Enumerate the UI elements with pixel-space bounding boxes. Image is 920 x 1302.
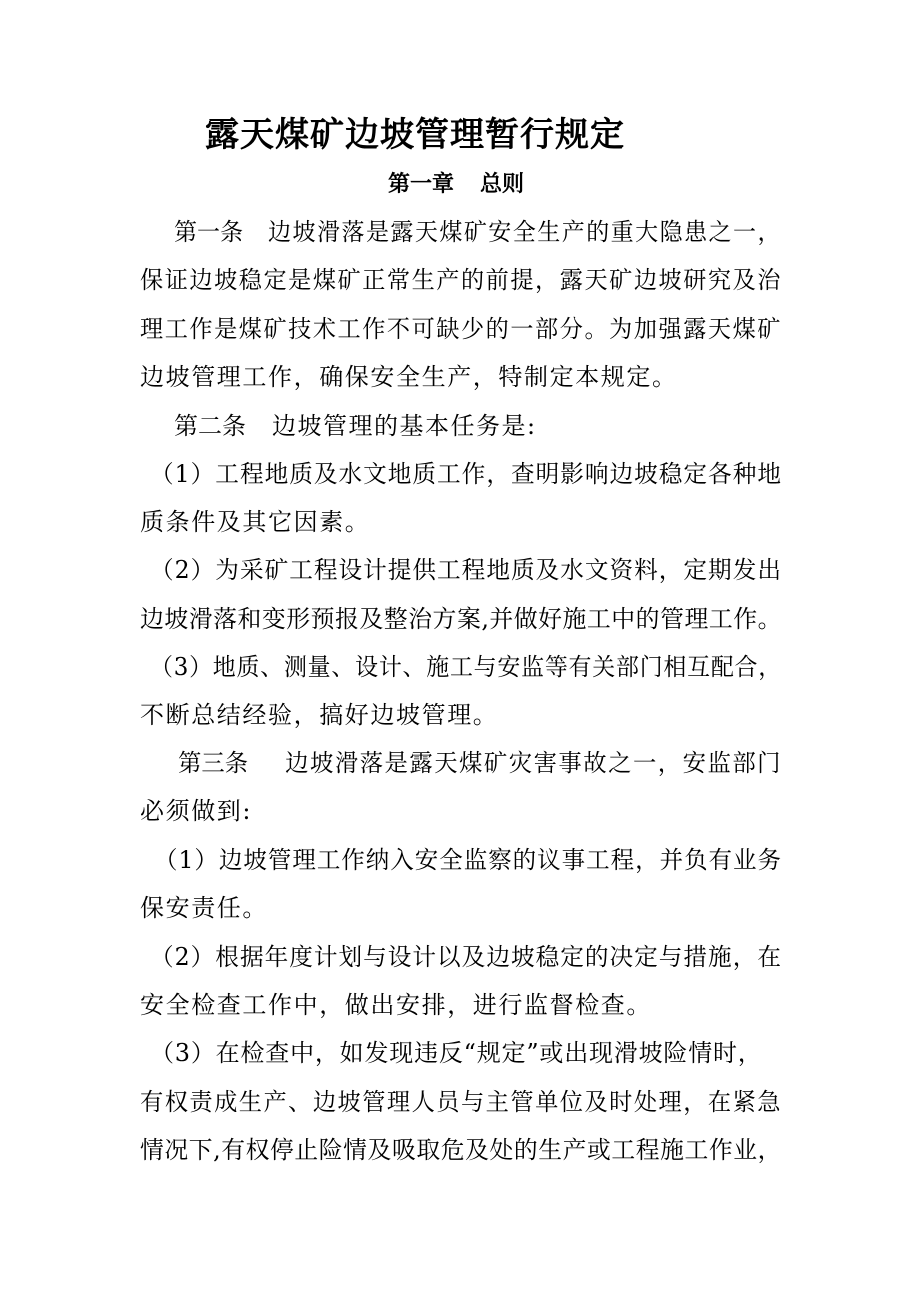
article-1-text-2: 保证边坡稳定是煤矿正常生产的前提，露天矿边坡研究及治: [140, 266, 782, 294]
article-1-first-line: [174, 215, 782, 249]
article-2-item-2b: 边坡滑落和变形预报及整治方案,并做好施工中的管理工作。: [140, 605, 782, 633]
article-2-item-1b: 质条件及其它因素。: [140, 508, 371, 536]
article-1-label: 第一条: [174, 218, 244, 246]
article-2-item-2a: （2）为采矿工程设计提供工程地质及水文资料，定期发出: [150, 556, 782, 584]
article-3-text-1: 边坡滑落是露天煤矿灾害事故之一，安监部门: [285, 749, 783, 777]
article-2-label: 第二条: [174, 412, 246, 440]
article-2-item-3a: （3）地质、测量、设计、施工与安监等有关部门相互配合，: [150, 653, 782, 681]
chapter-name: 总则: [480, 171, 525, 197]
article-3-label: 第三条: [178, 749, 249, 777]
article-3-item-3a: （3）在检查中，如发现违反“规定”或出现滑坡险情时，: [150, 1039, 763, 1067]
document-title: 露天煤矿边坡管理暂行规定: [205, 115, 625, 155]
article-3-text-2: 必须做到:: [140, 797, 253, 825]
article-3-item-3c: 情况下,有权停止险情及吸取危及处的生产或工程施工作业，: [140, 1136, 782, 1164]
article-1-text-3: 理工作是煤矿技术工作不可缺少的一部分。为加强露天煤矿: [140, 315, 782, 343]
article-2-item-3b: 不断总结经验，搞好边坡管理。: [140, 701, 499, 729]
article-2-intro: 边坡管理的基本任务是:: [272, 412, 537, 440]
article-3-item-2a: （2）根据年度计划与设计以及边坡稳定的决定与措施，在: [150, 943, 782, 971]
article-2-item-1a: （1）工程地质及水文地质工作，查明影响边坡稳定各种地: [150, 460, 782, 488]
article-1-text-1: 边坡滑落是露天煤矿安全生产的重大隐患之一，: [268, 218, 782, 246]
article-1-text-4: 边坡管理工作，确保安全生产，特制定本规定。: [140, 363, 678, 391]
article-3-first-line: [178, 746, 782, 780]
chapter-number: 第一章: [388, 171, 455, 197]
article-3-item-1b: 保安责任。: [140, 894, 268, 922]
article-3-item-2b: 安全检查工作中，做出安排，进行监督检查。: [140, 991, 652, 1019]
article-3-item-1a: （1）边坡管理工作纳入安全监察的议事工程，并负有业务: [154, 846, 783, 874]
chapter-heading: [388, 168, 524, 200]
article-2-first-line: [174, 409, 537, 443]
article-3-item-3b: 有权责成生产、边坡管理人员与主管单位及时处理，在紧急: [140, 1088, 782, 1116]
